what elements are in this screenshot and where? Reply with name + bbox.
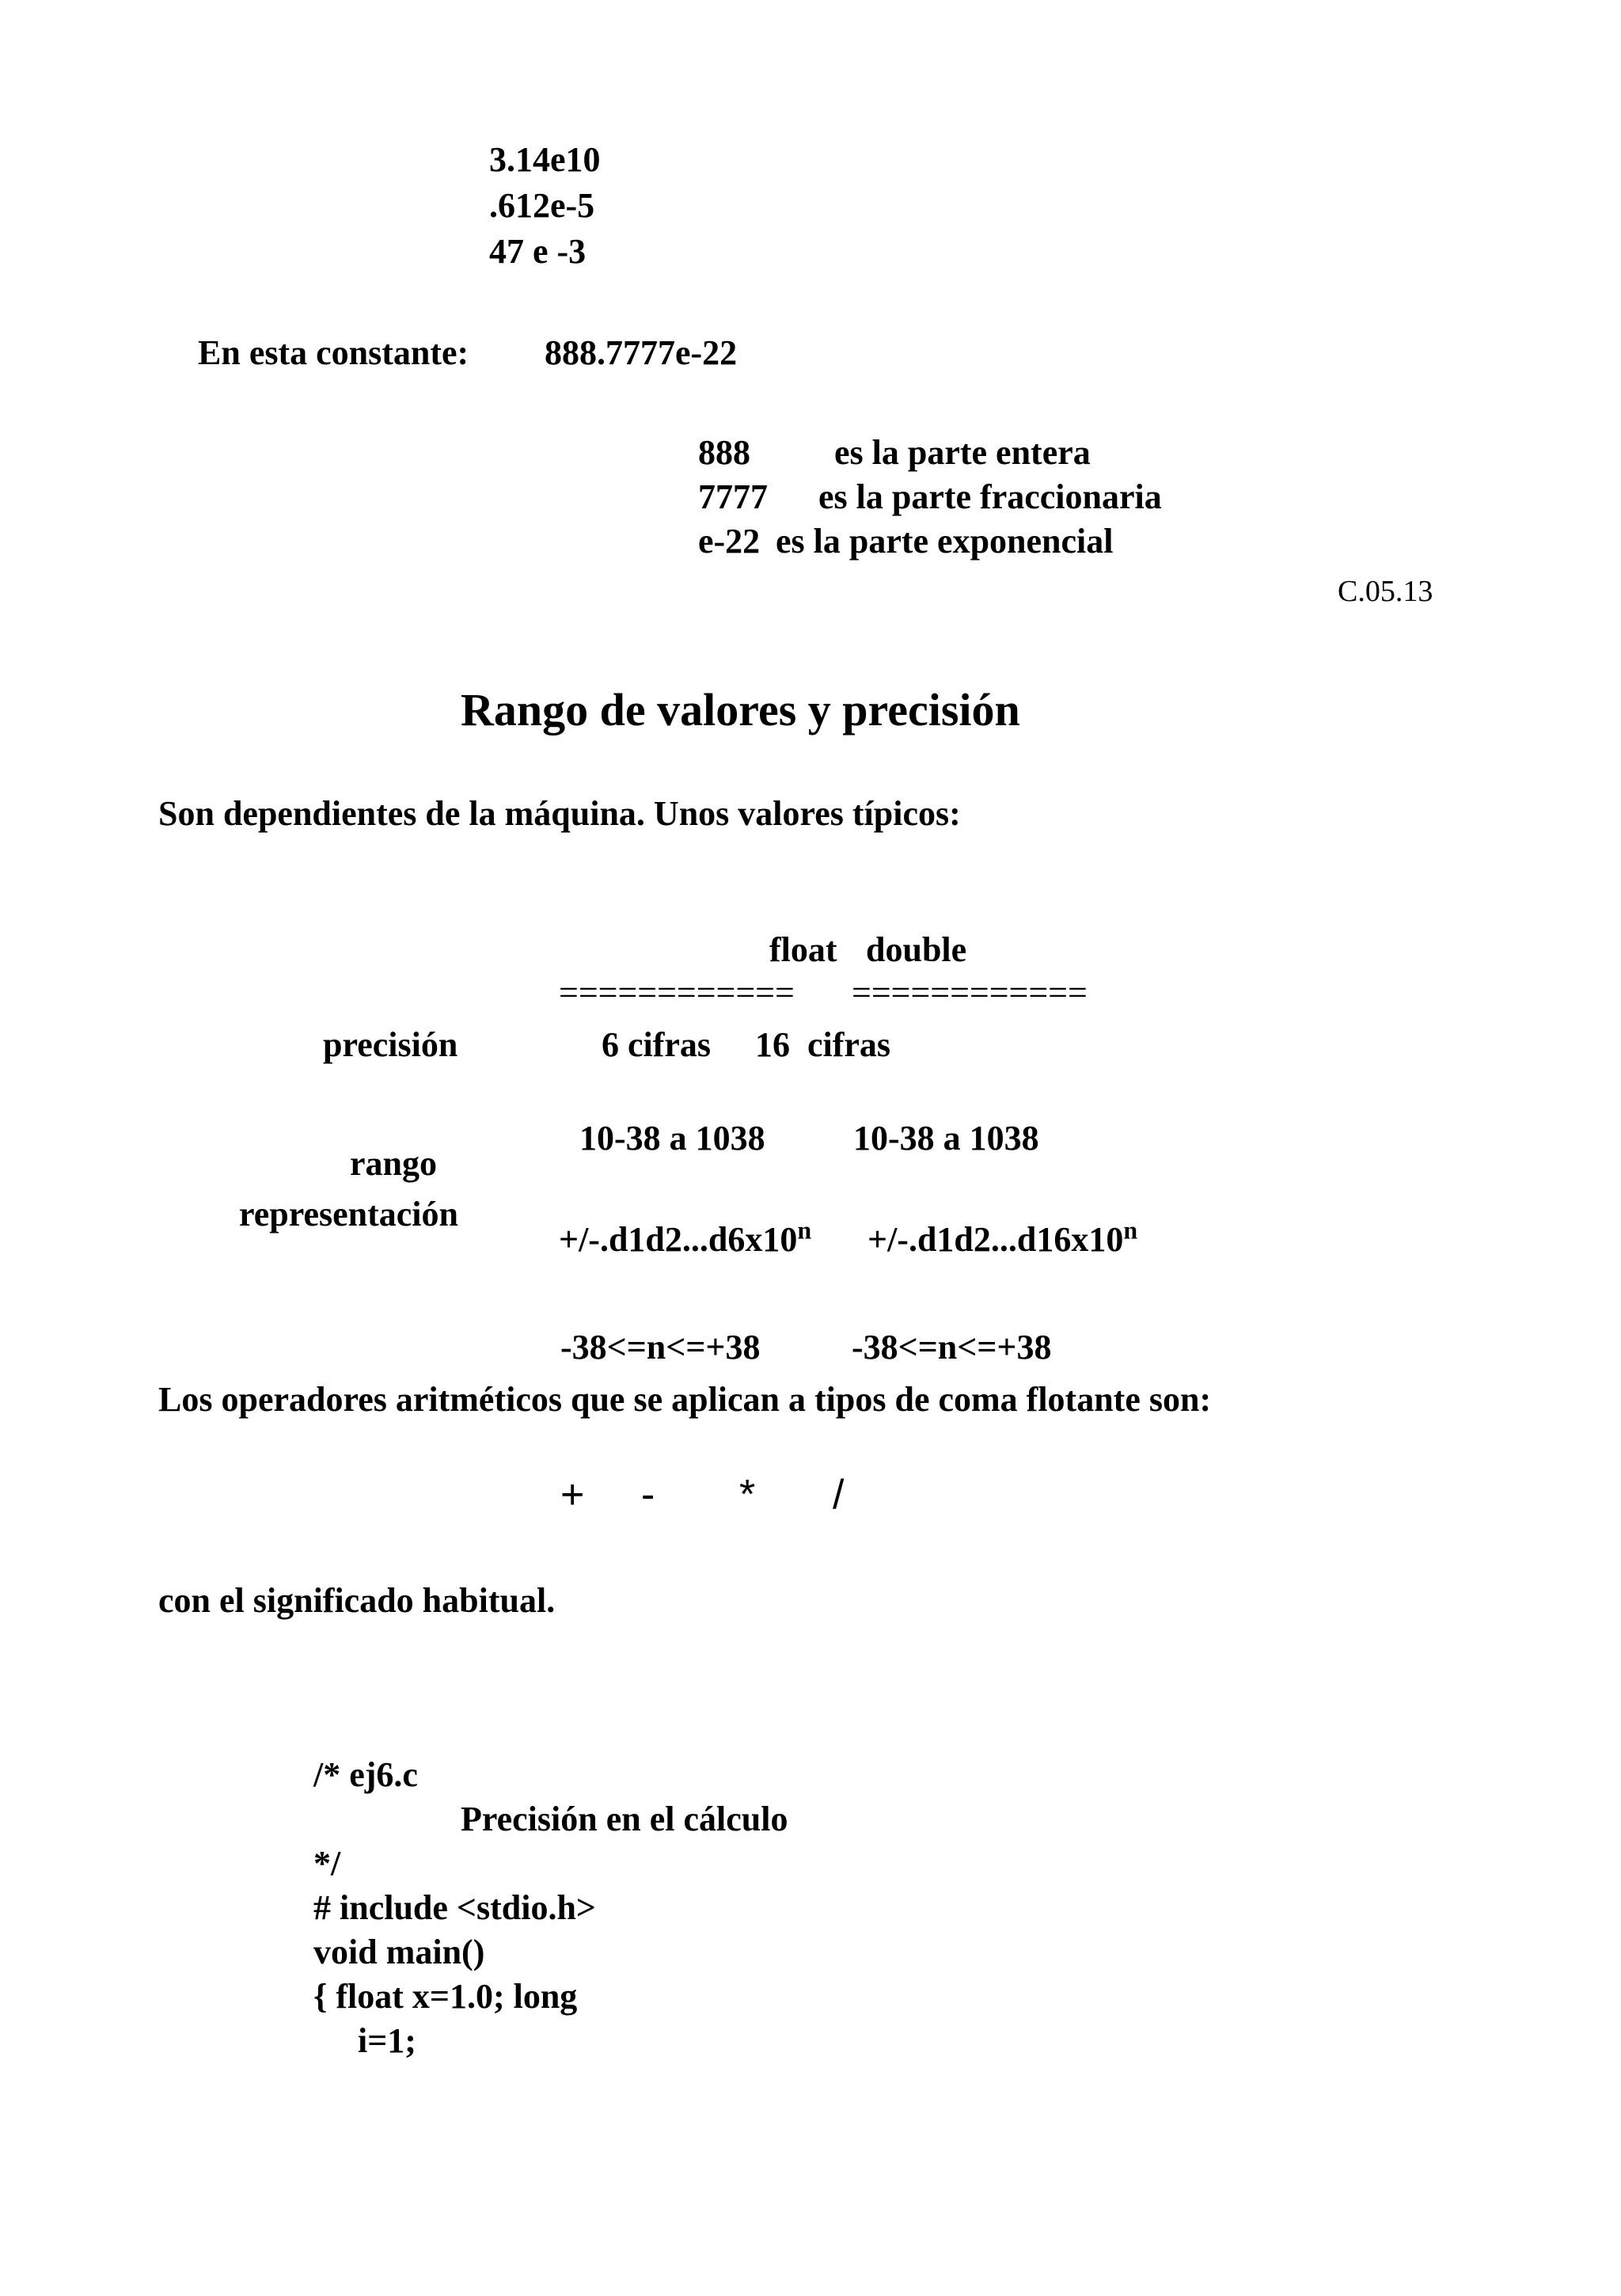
section-title: Rango de valores y precisión [461,684,1020,736]
part-desc-fraction: es la parte fraccionaria [818,477,1162,516]
code-line-1: /* ej6.c [313,1755,418,1794]
rule-double: ============ [852,973,1088,1012]
column-header-float: float [769,930,837,969]
part-num-integer: 888 [698,433,750,472]
code-line-3: */ [313,1844,341,1883]
part-num-exponent: e-22 [698,522,761,561]
precision-float: 6 cifras [602,1025,712,1064]
range-float: 10-38 a 1038 [579,1119,765,1158]
operators-intro: Los operadores aritméticos que se aplican a tipos de coma flotante son: [158,1380,1212,1419]
constant-label: En esta constante: [198,333,469,372]
part-desc-integer: es la parte entera [834,433,1091,472]
code-line-7: i=1; [358,2021,416,2060]
section-intro: Son dependientes de la máquina. Unos valores típicos: [158,794,961,833]
representation-float-base: +/-.d1d2...d6x10 [559,1220,798,1259]
representation-double [867,1215,1138,1259]
code-line-5: void main() [313,1933,485,1971]
representation-float [559,1215,812,1259]
part-desc-exponent: es la parte exponencial [776,522,1114,561]
range-double: 10-38 a 1038 [853,1119,1039,1158]
part-num-fraction: 7777 [698,477,768,516]
precision-double: 16 cifras [755,1025,891,1064]
operator-minus: - [641,1472,655,1518]
operator-times: * [739,1472,756,1518]
operator-plus: + [560,1472,585,1518]
example-line-2: .612e-5 [489,186,595,225]
operator-divide: / [833,1472,845,1518]
exp-range-double: -38<=n<=+38 [852,1328,1052,1367]
exponent-n-float: n [797,1215,812,1245]
exponent-n-double: n [1123,1215,1138,1245]
rule-float: ============ [559,973,795,1012]
exp-range-float: -38<=n<=+38 [560,1328,761,1367]
operators-outro: con el significado habitual. [158,1581,556,1620]
code-line-6: { float x=1.0; long [313,1977,578,2016]
row-label-range: rango [350,1144,437,1183]
page-number: C.05.13 [1338,575,1433,608]
representation-double-base: +/-.d1d2...d16x10 [867,1220,1124,1259]
code-line-2: Precisión en el cálculo [461,1800,788,1838]
column-header-double: double [866,930,967,969]
row-label-representation: representación [239,1195,458,1234]
example-line-3: 47 e -3 [489,232,587,271]
row-label-precision: precisión [323,1025,458,1064]
constant-value: 888.7777e-22 [545,333,738,372]
example-line-1: 3.14e10 [489,140,601,179]
code-line-4: # include <stdio.h> [313,1888,597,1927]
